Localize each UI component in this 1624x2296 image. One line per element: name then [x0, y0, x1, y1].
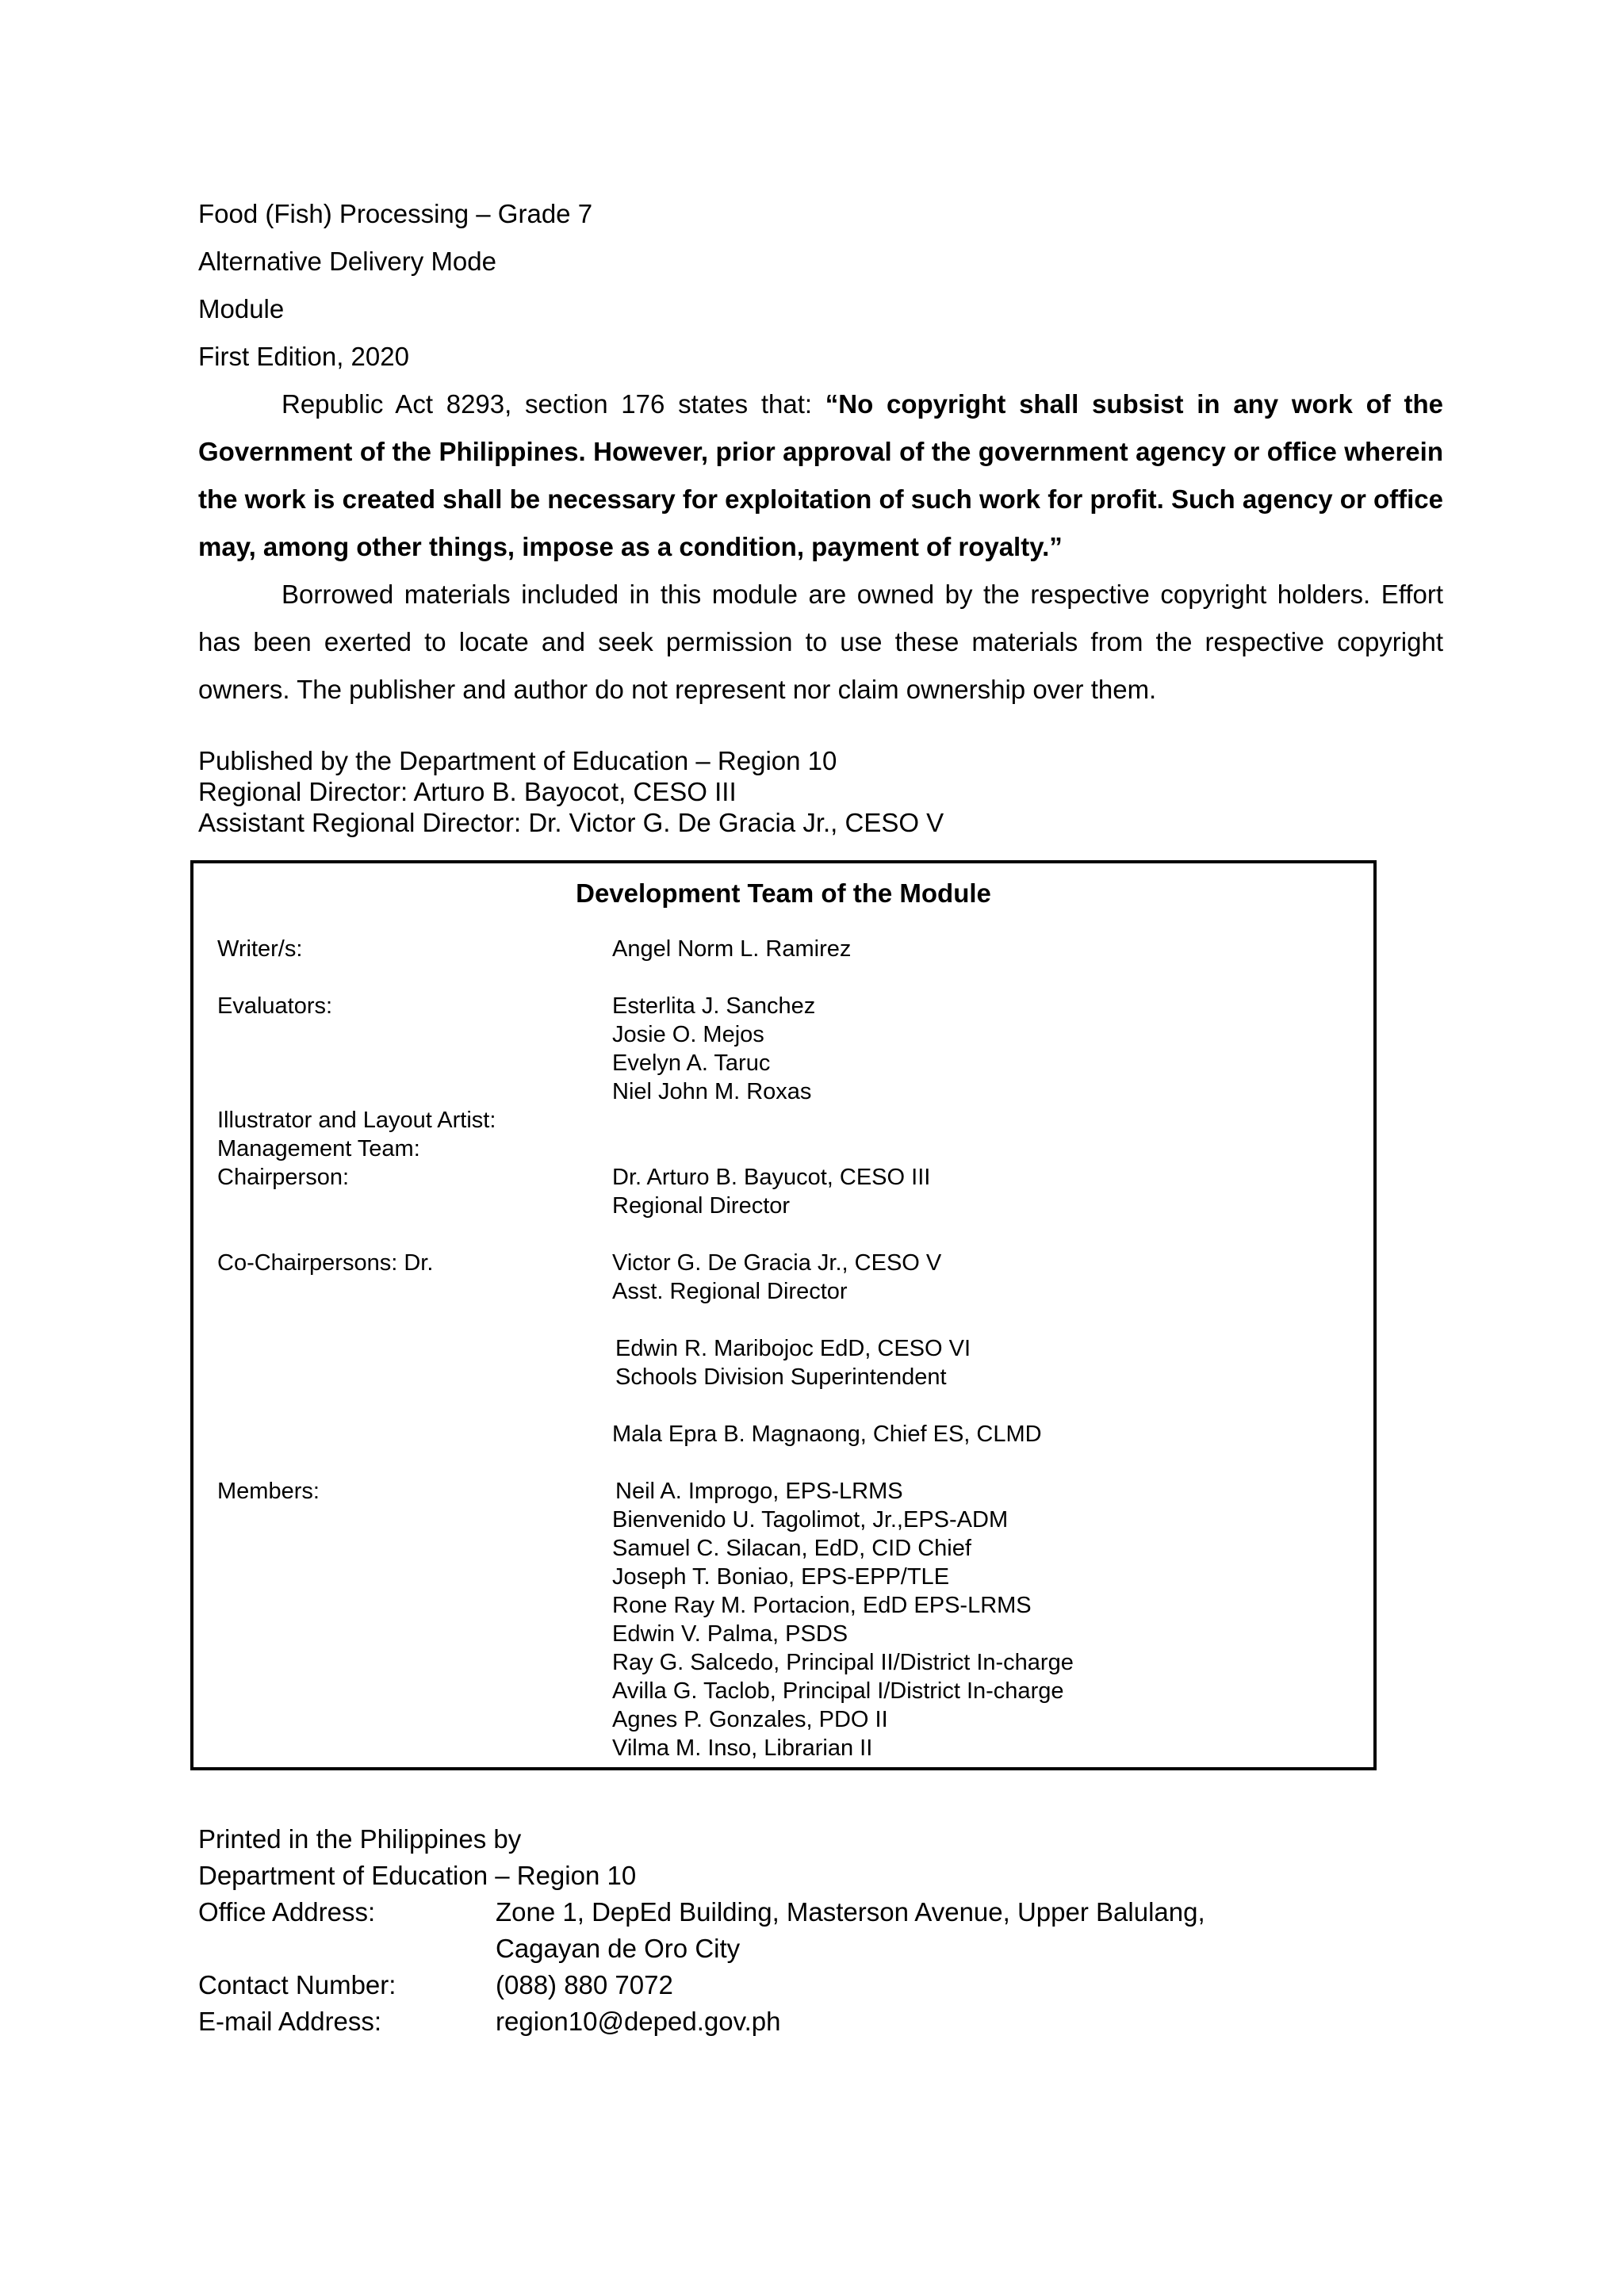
cochair-list-2: [615, 1334, 971, 1391]
writers-label: Writer/s:: [217, 936, 303, 962]
cochair-list-1: [612, 1249, 941, 1306]
list-item: Angel Norm L. Ramirez: [612, 936, 852, 962]
list-item: Rone Ray M. Portacion, EdD EPS-LRMS: [612, 1593, 1032, 1618]
list-item: Vilma M. Inso, Librarian II: [612, 1735, 873, 1761]
evaluators-list: [612, 992, 815, 1106]
list-item: Bienvenido U. Tagolimot, Jr.,EPS-ADM: [612, 1507, 1009, 1533]
list-item: Esterlita J. Sanchez: [612, 993, 816, 1019]
list-item: Mala Epra B. Magnaong, Chief ES, CLMD: [612, 1422, 1042, 1447]
list-item: Joseph T. Boniao, EPS-EPP/TLE: [612, 1564, 950, 1590]
evaluators-label: Evaluators:: [217, 993, 333, 1019]
illustrator-label: Illustrator and Layout Artist:: [217, 1108, 496, 1133]
email-label: E-mail Address:: [198, 2007, 382, 2036]
contact-number: (088) 880 7072: [496, 1970, 673, 1999]
chair-label: Chairperson:: [217, 1165, 350, 1190]
cochair-label: Co-Chairpersons: Dr.: [217, 1250, 434, 1276]
office-address-line1: Zone 1, DepEd Building, Masterson Avenue, Upper Balulang,: [496, 1897, 1205, 1927]
delivery-mode: Alternative Delivery Mode: [198, 247, 496, 276]
writers-list: [612, 935, 851, 963]
printed-by: Printed in the Philippines by: [198, 1824, 522, 1854]
list-item: Regional Director: [612, 1193, 791, 1219]
copyright-intro: Republic Act 8293, section 176 states that:: [282, 389, 825, 419]
list-item: Schools Division Superintendent: [615, 1364, 947, 1390]
email-address: region10@deped.gov.ph: [496, 2007, 781, 2036]
published-by: Published by the Department of Education – Region 10: [198, 746, 837, 775]
contact-number-label: Contact Number:: [198, 1970, 396, 1999]
assistant-regional-director: Assistant Regional Director: Dr. Victor G. De Gracia Jr., CESO V: [198, 808, 944, 837]
list-item: Edwin V. Palma, PSDS: [612, 1621, 848, 1647]
copyright-quote: “No copyright shall subsist in any work of the Government of the Philippines. However, prior approval of the government agency or office wherein the work is created shall be necessary for exploitation of such work for profit. Such agency or office may, among other things, impose as a condition, payment of royalty.”: [198, 389, 1444, 561]
development-team-box: [190, 860, 1377, 1770]
list-item: Josie O. Mejos: [612, 1022, 764, 1047]
list-item: Dr. Arturo B. Bayucot, CESO III: [612, 1165, 931, 1190]
list-item: Edwin R. Maribojoc EdD, CESO VI: [615, 1336, 971, 1361]
list-item: Victor G. De Gracia Jr., CESO V: [612, 1250, 942, 1276]
list-item: Niel John M. Roxas: [612, 1079, 812, 1104]
list-item: Agnes P. Gonzales, PDO II: [612, 1707, 888, 1732]
printed-department: Department of Education – Region 10: [198, 1861, 637, 1890]
module-type: Module: [198, 294, 285, 323]
list-item: Samuel C. Silacan, EdD, CID Chief: [612, 1536, 971, 1561]
list-item: Neil A. Improgo, EPS-LRMS: [615, 1479, 903, 1504]
edition: First Edition, 2020: [198, 342, 409, 371]
list-item: Avilla G. Taclob, Principal I/District In-charge: [612, 1678, 1064, 1704]
borrowed-materials: [198, 571, 1443, 714]
module-title: Food (Fish) Processing – Grade 7: [198, 199, 593, 228]
borrowed-text: Borrowed materials included in this module are owned by the respective copyright holders. Effort has been exerted to locate and seek permission to use these materials from the respective copyright owners. The publisher and author do not represent nor claim ownership over them.: [198, 580, 1443, 704]
office-address-line2: Cagayan de Oro City: [496, 1934, 741, 1963]
copyright-notice: [198, 381, 1443, 571]
chair-list: [612, 1163, 930, 1220]
cochair-list-3: [612, 1420, 1042, 1448]
list-item: Evelyn A. Taruc: [612, 1050, 771, 1076]
publisher-info: [198, 745, 944, 838]
list-item: Asst. Regional Director: [612, 1279, 848, 1304]
management-label: Management Team:: [217, 1136, 420, 1161]
team-title: Development Team of the Module: [576, 878, 991, 908]
regional-director: Regional Director: Arturo B. Bayocot, CESO III: [198, 777, 737, 806]
office-address-label: Office Address:: [198, 1897, 376, 1927]
members-label: Members:: [217, 1479, 320, 1504]
list-item: Ray G. Salcedo, Principal II/District In-charge: [612, 1650, 1074, 1675]
members-list: [612, 1477, 1074, 1762]
